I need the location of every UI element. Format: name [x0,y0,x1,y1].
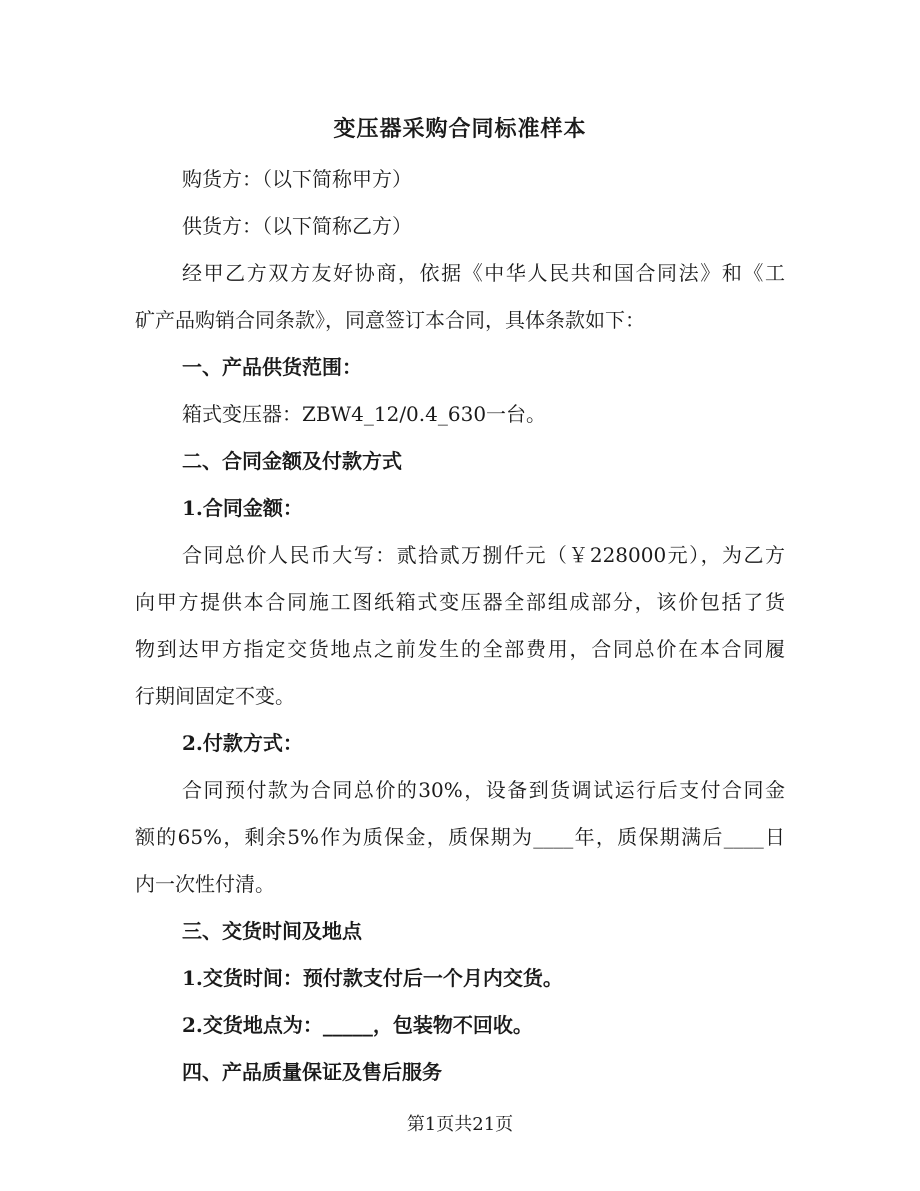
section3-delivery-place: 2.交货地点为：_____，包装物不回收。 [182,1013,533,1037]
page-number: 第1页共21页 [406,1114,514,1135]
payment-paragraph-line-1: 合同预付款为合同总价的30%，设备到货调试运行后支付合同金 [182,778,785,802]
amount-paragraph-line-3: 物到达甲方指定交货地点之前发生的全部费用，合同总价在本合同履 [135,637,785,661]
buyer-line: 购货方：（以下简称甲方） [182,167,412,191]
section3-heading: 三、交货时间及地点 [182,919,362,943]
section4-heading: 四、产品质量保证及售后服务 [182,1060,442,1084]
section1-heading: 一、产品供货范围： [182,355,362,379]
section3-delivery-time: 1.交货时间：预付款支付后一个月内交货。 [182,966,563,990]
section2-subheading-payment: 2.付款方式： [182,731,303,755]
intro-paragraph-line-1: 经甲乙方双方友好协商，依据《中华人民共和国合同法》和《工 [182,261,785,285]
section1-item: 箱式变压器：ZBW4_12/0.4_630一台。 [182,402,547,426]
amount-paragraph-line-4: 行期间固定不变。 [135,684,295,708]
section2-heading: 二、合同金额及付款方式 [182,449,402,473]
section2-subheading-amount: 1.合同金额： [182,496,303,520]
document-title: 变压器采购合同标准样本 [333,116,587,142]
intro-paragraph-line-2: 矿产品购销合同条款》，同意签订本合同，具体条款如下： [135,308,645,332]
supplier-line: 供货方：（以下简称乙方） [182,214,412,238]
amount-paragraph-line-2: 向甲方提供本合同施工图纸箱式变压器全部组成部分，该价包括了货 [135,590,785,614]
amount-paragraph-line-1: 合同总价人民币大写：贰拾贰万捌仟元（￥228000元），为乙方 [182,543,785,567]
payment-paragraph-line-3: 内一次性付清。 [135,872,275,896]
payment-paragraph-line-2: 额的65%，剩余5%作为质保金，质保期为____年，质保期满后____日 [135,825,785,849]
